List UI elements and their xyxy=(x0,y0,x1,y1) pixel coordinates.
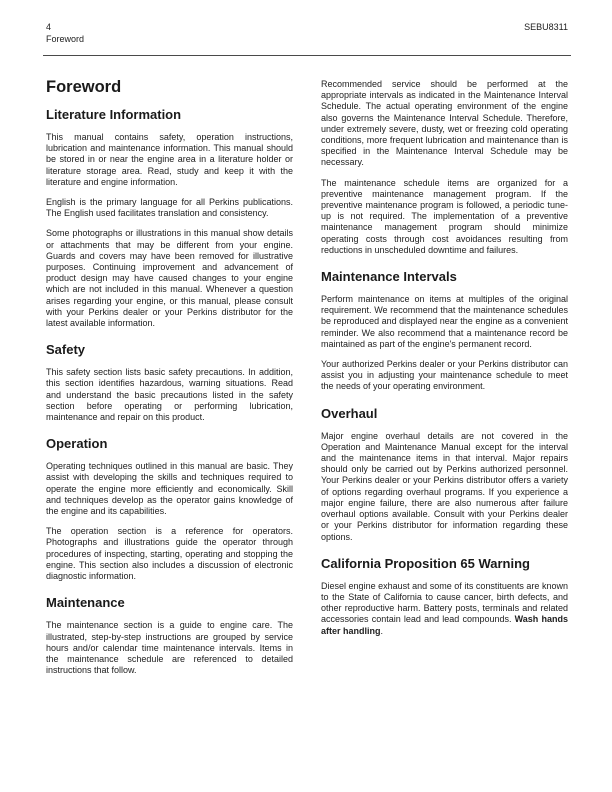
header-divider xyxy=(43,55,571,56)
heading-overhaul: Overhaul xyxy=(321,405,378,421)
paragraph-safety-1: This safety section lists basic safety precautions. In addition, this section identifies hazardous, warning situations. Read and understand the basic precautions listed in the safety section before operating or performing lubrication, maintenance and repair on this product. xyxy=(46,367,293,423)
page-title: Foreword xyxy=(46,78,122,96)
left-column xyxy=(46,79,293,685)
paragraph-literature-2: English is the primary language for all Perkins publications. The English used facilitates translation and consistency. xyxy=(46,197,293,219)
paragraph-operation-1: Operating techniques outlined in this manual are basic. They assist with developing the skills and techniques required to operate the engine more efficiently and economically. Skill and techniques develop as the operator gains knowledge of the engine and its capabilities. xyxy=(46,461,293,517)
heading-maintenance: Maintenance xyxy=(46,595,125,611)
document-code: SEBU8311 xyxy=(524,22,568,32)
content-columns xyxy=(46,79,568,685)
paragraph-prop65-1 xyxy=(321,581,568,637)
right-column xyxy=(321,79,568,685)
prop65-bold-warning: Wash hands after handling xyxy=(321,614,568,636)
paragraph-maintenance-2: Recommended service should be performed at the appropriate intervals as indicated in the Maintenance Interval Schedule. The actual operating environment of the engine also governs the Maintenance Interval Schedule. Therefore, under extremely severe, dusty, wet or freezing cold operating conditions, more frequent lubrication and maintenance than is specified in the Maintenance Interval Schedule may be necessary. xyxy=(321,79,568,168)
heading-literature-information: Literature Information xyxy=(46,107,182,122)
page-number: 4 xyxy=(46,22,52,32)
paragraph-overhaul-1: Major engine overhaul details are not covered in the Operation and Maintenance Manual except for the interval and the maintenance items in that interval. Major repairs should only be carried out by Perkins authorized personnel. Your Perkins dealer or your Perkins distributor offers a variety of options regarding overhaul programs. If you experience a major engine failure, there are also numerous after failure overhaul options available. Consult with your Perkins dealer or your Perkins distributor for information regarding these options. xyxy=(321,430,568,542)
prop65-suffix: . xyxy=(380,625,384,636)
heading-california-proposition-65-warning: California Proposition 65 Warning xyxy=(321,555,530,571)
page-header xyxy=(46,22,568,45)
paragraph-literature-3: Some photographs or illustrations in this manual show details or attachments that may be different from your engine. Guards and covers may have been removed for illustrative purposes. Continuing improvement and advancement of product design may have caused changes to your engine which are not included in this manual. Whenever a question arises regarding your engine, or this manual, please consult with your Perkins dealer or your Perkins distributor for the latest available information. xyxy=(46,228,293,329)
paragraph-maintenance-1: The maintenance section is a guide to engine care. The illustrated, step-by-step instructions are grouped by service hours and/or calendar time maintenance intervals. Items in the maintenance schedule are referenced to detailed instructions that follow. xyxy=(46,620,293,676)
prop65-text: Diesel engine exhaust and some of its constituents are known to the State of California to cause cancer, birth defects, and other reproductive harm. Battery posts, terminals and related accessories contain lead and lead compounds. xyxy=(321,580,568,625)
header-left xyxy=(46,22,84,45)
paragraph-maintenance-intervals-1: Perform maintenance on items at multiples of the original requirement. We recommend that the maintenance schedules be reproduced and displayed near the engine as a convenient reminder. We also recommend that a maintenance record be maintained as part of the engine's permanent record. xyxy=(321,294,568,349)
paragraph-literature-1: This manual contains safety, operation instructions, lubrication and maintenance information. This manual should be stored in or near the engine area in a literature holder or literature storage area. Read, study and keep it with the literature and engine information. xyxy=(46,132,293,187)
paragraph-maintenance-intervals-2: Your authorized Perkins dealer or your Perkins distributor can assist you in adjusting your maintenance schedule to meet the needs of your operating environment. xyxy=(321,359,568,392)
heading-safety: Safety xyxy=(46,342,86,358)
heading-maintenance-intervals: Maintenance Intervals xyxy=(321,269,457,285)
paragraph-maintenance-3: The maintenance schedule items are organized for a preventive maintenance management program. If the preventive maintenance program is followed, a periodic tune-up is not required. The implementation of a preventive maintenance management program should minimize operating costs through cost avoidances resulting from reductions in unscheduled downtime and failures. xyxy=(321,177,568,255)
heading-operation: Operation xyxy=(46,436,108,452)
paragraph-operation-2: The operation section is a reference for operators. Photographs and illustrations guide the operator through procedures of inspecting, starting, operating and stopping the engine. This section also includes a discussion of electronic diagnostic information. xyxy=(46,526,293,582)
header-chapter-label: Foreword xyxy=(46,33,85,44)
